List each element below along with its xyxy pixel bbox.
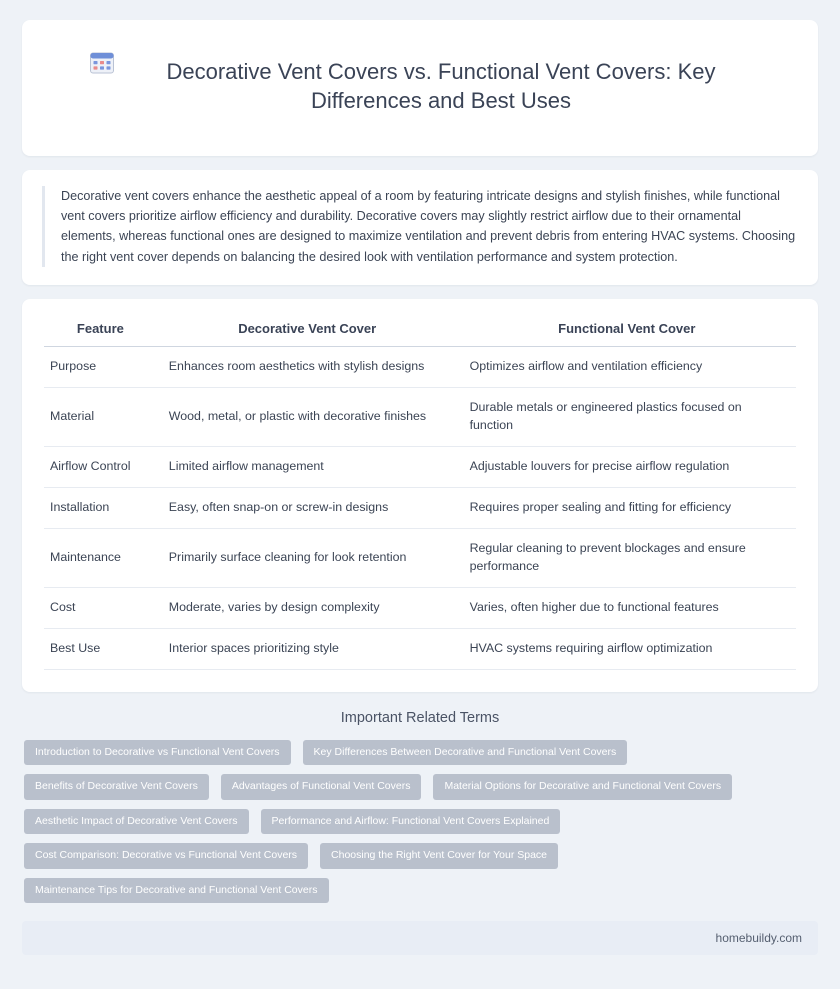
row-feature: Cost xyxy=(44,587,157,628)
summary-text: Decorative vent covers enhance the aesthetic appeal of a room by featuring intricate designs and stylish finishes, while functional vent covers prioritize airflow efficiency and durability. Decorative covers may slightly restrict airflow due to their ornamental elements, whereas functional ones are designed to maximize ventilation and prevent debris from entering HVAC systems. Choosing the right vent cover depends on balancing the desired look with ventilation performance and system protection. xyxy=(61,188,796,264)
table-row xyxy=(44,347,796,388)
related-term-chip[interactable]: Benefits of Decorative Vent Covers xyxy=(24,774,209,800)
row-feature: Maintenance xyxy=(44,529,157,588)
row-decorative: Primarily surface cleaning for look retention xyxy=(157,529,458,588)
related-terms-section xyxy=(22,710,818,904)
row-decorative: Limited airflow management xyxy=(157,447,458,488)
site-name: homebuildy.com xyxy=(715,931,802,946)
table-row xyxy=(44,447,796,488)
row-functional: Durable metals or engineered plastics focused on function xyxy=(458,388,796,447)
table-row xyxy=(44,529,796,588)
row-decorative: Moderate, varies by design complexity xyxy=(157,587,458,628)
title-card xyxy=(22,20,818,156)
row-functional: Varies, often higher due to functional features xyxy=(458,587,796,628)
row-functional: Adjustable louvers for precise airflow regulation xyxy=(458,447,796,488)
related-term-chip[interactable]: Performance and Airflow: Functional Vent Covers Explained xyxy=(261,809,561,835)
bottom-strip xyxy=(22,955,818,989)
calendar-icon xyxy=(89,50,115,76)
row-feature: Installation xyxy=(44,488,157,529)
summary-quote-bar xyxy=(42,186,798,268)
table-row xyxy=(44,488,796,529)
footer-bar xyxy=(22,921,818,955)
row-decorative: Interior spaces prioritizing style xyxy=(157,628,458,669)
row-functional: Regular cleaning to prevent blockages and ensure performance xyxy=(458,529,796,588)
row-feature: Purpose xyxy=(44,347,157,388)
related-term-chip[interactable]: Key Differences Between Decorative and Functional Vent Covers xyxy=(303,740,628,766)
row-decorative: Enhances room aesthetics with stylish designs xyxy=(157,347,458,388)
related-terms-title: Important Related Terms xyxy=(340,709,500,726)
row-feature: Best Use xyxy=(44,628,157,669)
related-term-chip[interactable]: Material Options for Decorative and Functional Vent Covers xyxy=(433,774,732,800)
related-term-chip[interactable]: Advantages of Functional Vent Covers xyxy=(221,774,422,800)
row-functional: Optimizes airflow and ventilation efficiency xyxy=(458,347,796,388)
table-header-feature: Feature xyxy=(44,317,157,347)
row-functional: Requires proper sealing and fitting for efficiency xyxy=(458,488,796,529)
related-term-chip[interactable]: Maintenance Tips for Decorative and Functional Vent Covers xyxy=(24,878,329,904)
row-feature: Airflow Control xyxy=(44,447,157,488)
comparison-table-card xyxy=(22,299,818,692)
table-row xyxy=(44,628,796,669)
summary-card xyxy=(22,170,818,286)
related-terms-list xyxy=(24,740,816,904)
table-row xyxy=(44,388,796,447)
row-feature: Material xyxy=(44,388,157,447)
row-decorative: Wood, metal, or plastic with decorative finishes xyxy=(157,388,458,447)
table-header-row xyxy=(44,317,796,347)
table-row xyxy=(44,587,796,628)
related-term-chip[interactable]: Introduction to Decorative vs Functional Vent Covers xyxy=(24,740,291,766)
row-decorative: Easy, often snap-on or screw-in designs xyxy=(157,488,458,529)
table-header-decorative: Decorative Vent Cover xyxy=(157,317,458,347)
related-term-chip[interactable]: Aesthetic Impact of Decorative Vent Covers xyxy=(24,809,249,835)
related-term-chip[interactable]: Cost Comparison: Decorative vs Functional Vent Covers xyxy=(24,843,308,869)
comparison-table xyxy=(44,317,796,670)
table-header-functional: Functional Vent Cover xyxy=(458,317,796,347)
row-functional: HVAC systems requiring airflow optimization xyxy=(458,628,796,669)
related-term-chip[interactable]: Choosing the Right Vent Cover for Your Space xyxy=(320,843,558,869)
page-title: Decorative Vent Covers vs. Functional Vent Covers: Key Differences and Best Uses xyxy=(166,58,716,113)
